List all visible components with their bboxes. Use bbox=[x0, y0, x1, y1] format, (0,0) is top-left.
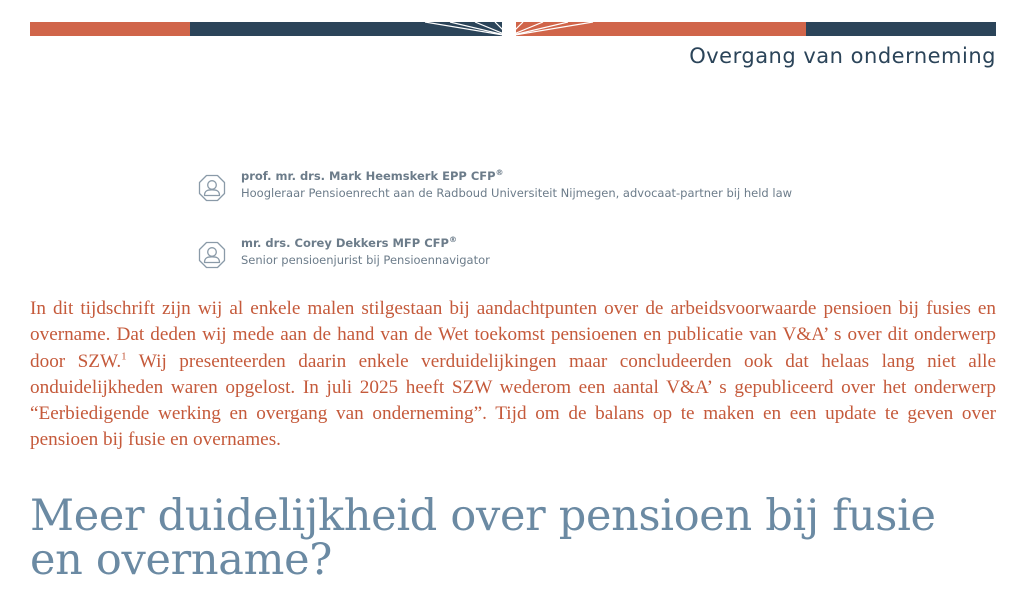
header-decoration-band bbox=[30, 22, 996, 36]
footnote-ref[interactable]: 1 bbox=[121, 350, 127, 363]
author-name: mr. drs. Corey Dekkers MFP CFP® bbox=[241, 235, 457, 250]
intro-paragraph: In dit tijdschrift zijn wij al enkele malen stilgestaan bij aandachtpunten over de arbeidsvoorwaarde pensioen bij fusies en overname. Dat deden wij mede aan de hand van de Wet toekomst pensioenen en publicatie van V&A’ s over dit onderwerp door SZW.$^1$ Wij presenteerden daarin enkele verduidelijkingen maar concludeerden ook dat helaas lang niet alle onduidelijkheden waren opgelost. In juli 2025 heeft SZW wederom een aantal V&A’ s gepubliceerd over het onderwerp “Eerbiedigende werking en overgang van onderneming”. Tijd om de balans op te maken en een update te geven over pensioen bij fusie en overnames. bbox=[30, 298, 996, 451]
person-icon bbox=[196, 172, 228, 204]
author-name: prof. mr. drs. Mark Heemskerk EPP CFP® bbox=[241, 168, 504, 183]
author-role: Hoogleraar Pensioenrecht aan de Radboud Universiteit Nijmegen, advocaat-partner bij held law bbox=[241, 186, 793, 200]
author-role: Senior pensioenjurist bij Pensioennavigator bbox=[241, 253, 490, 267]
section-title: Overgang van onderneming bbox=[689, 44, 996, 68]
person-icon bbox=[196, 239, 228, 271]
article-headline: Meer duidelijkheid over pensioen bij fusie en overname? bbox=[30, 491, 936, 585]
